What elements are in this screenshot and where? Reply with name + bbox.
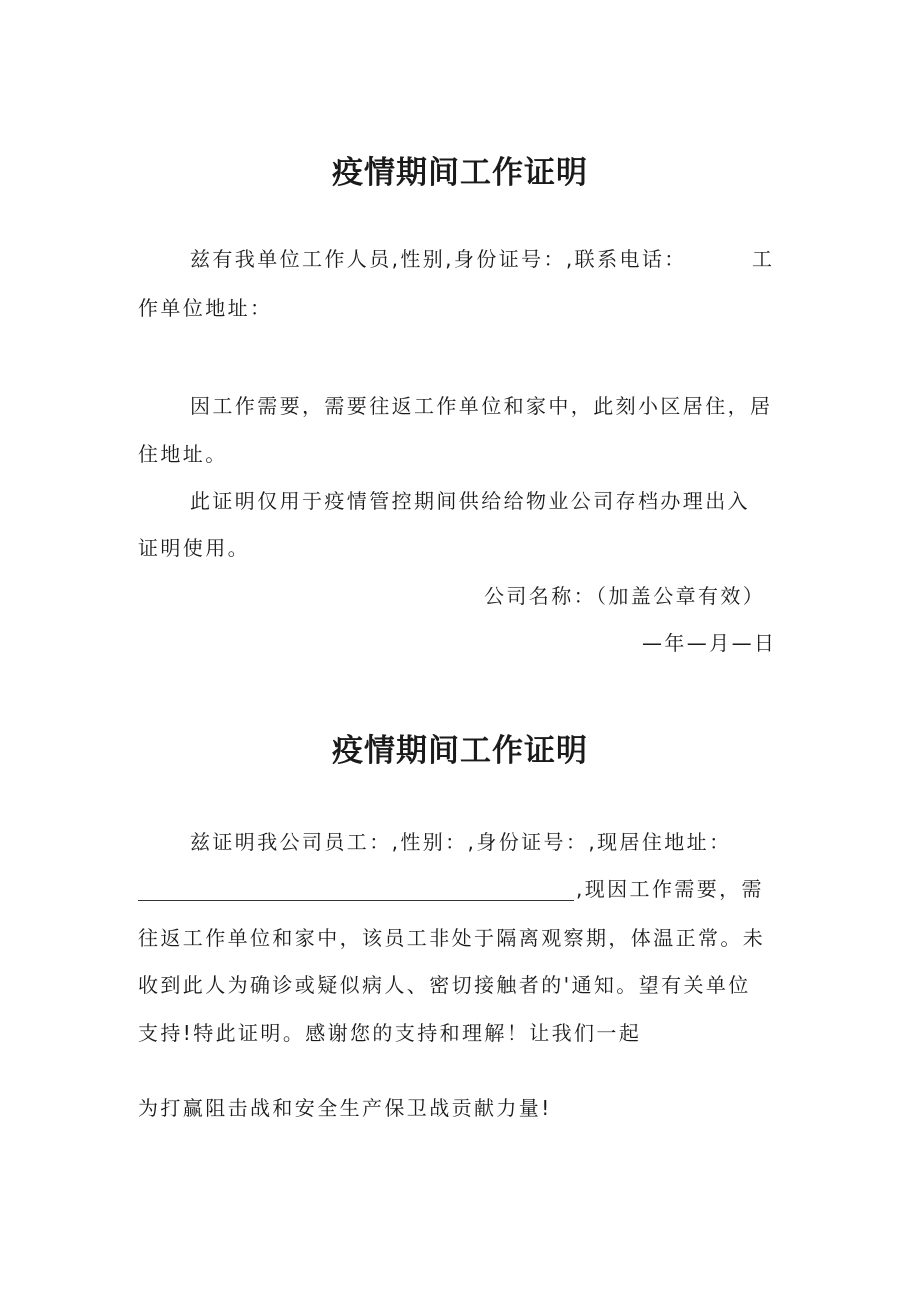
doc2-line5: 支持!特此证明。感谢您的支持和理解！让我们一起: [138, 1021, 642, 1045]
doc2-line1: 兹证明我公司员工：,性别：,身份证号：,现居住地址：: [190, 830, 732, 854]
doc1-para2-line1: 因工作需要，需要往返工作单位和家中，此刻小区居住，居: [190, 394, 773, 418]
doc2-line4: 收到此人为确诊或疑似病人、密切接触者的'通知。望有关单位: [138, 973, 751, 997]
doc1-para2-line2: 住地址。: [138, 442, 228, 466]
doc1-para1-line2: 作单位地址：: [138, 296, 273, 320]
doc1-para3-line2: 证明使用。: [138, 536, 250, 560]
doc1-para1-line1-tail: 工: [752, 247, 775, 271]
doc2-title: 疫情期间工作证明: [332, 733, 588, 769]
doc2-line3: 往返工作单位和家中，该员工非处于隔离观察期，体温正常。未: [138, 926, 766, 950]
doc1-para1-line1: 兹有我单位工作人员,性别,身份证号：,联系电话：: [190, 247, 687, 271]
doc1-para3-line1: 此证明仅用于疫情管控期间供给给物业公司存档办理出入: [190, 489, 750, 513]
doc1-date: —年—月—日: [642, 631, 777, 655]
doc2-line2-text: ,现因工作需要，需: [576, 877, 764, 901]
doc2-line6: 为打赢阻击战和安全生产保卫战贡献力量!: [138, 1096, 552, 1120]
address-blank-underline: [138, 880, 574, 901]
doc1-company-signature: 公司名称：（加盖公章有效）: [484, 584, 766, 608]
doc2-line2: [138, 877, 764, 901]
doc1-title: 疫情期间工作证明: [332, 155, 588, 191]
